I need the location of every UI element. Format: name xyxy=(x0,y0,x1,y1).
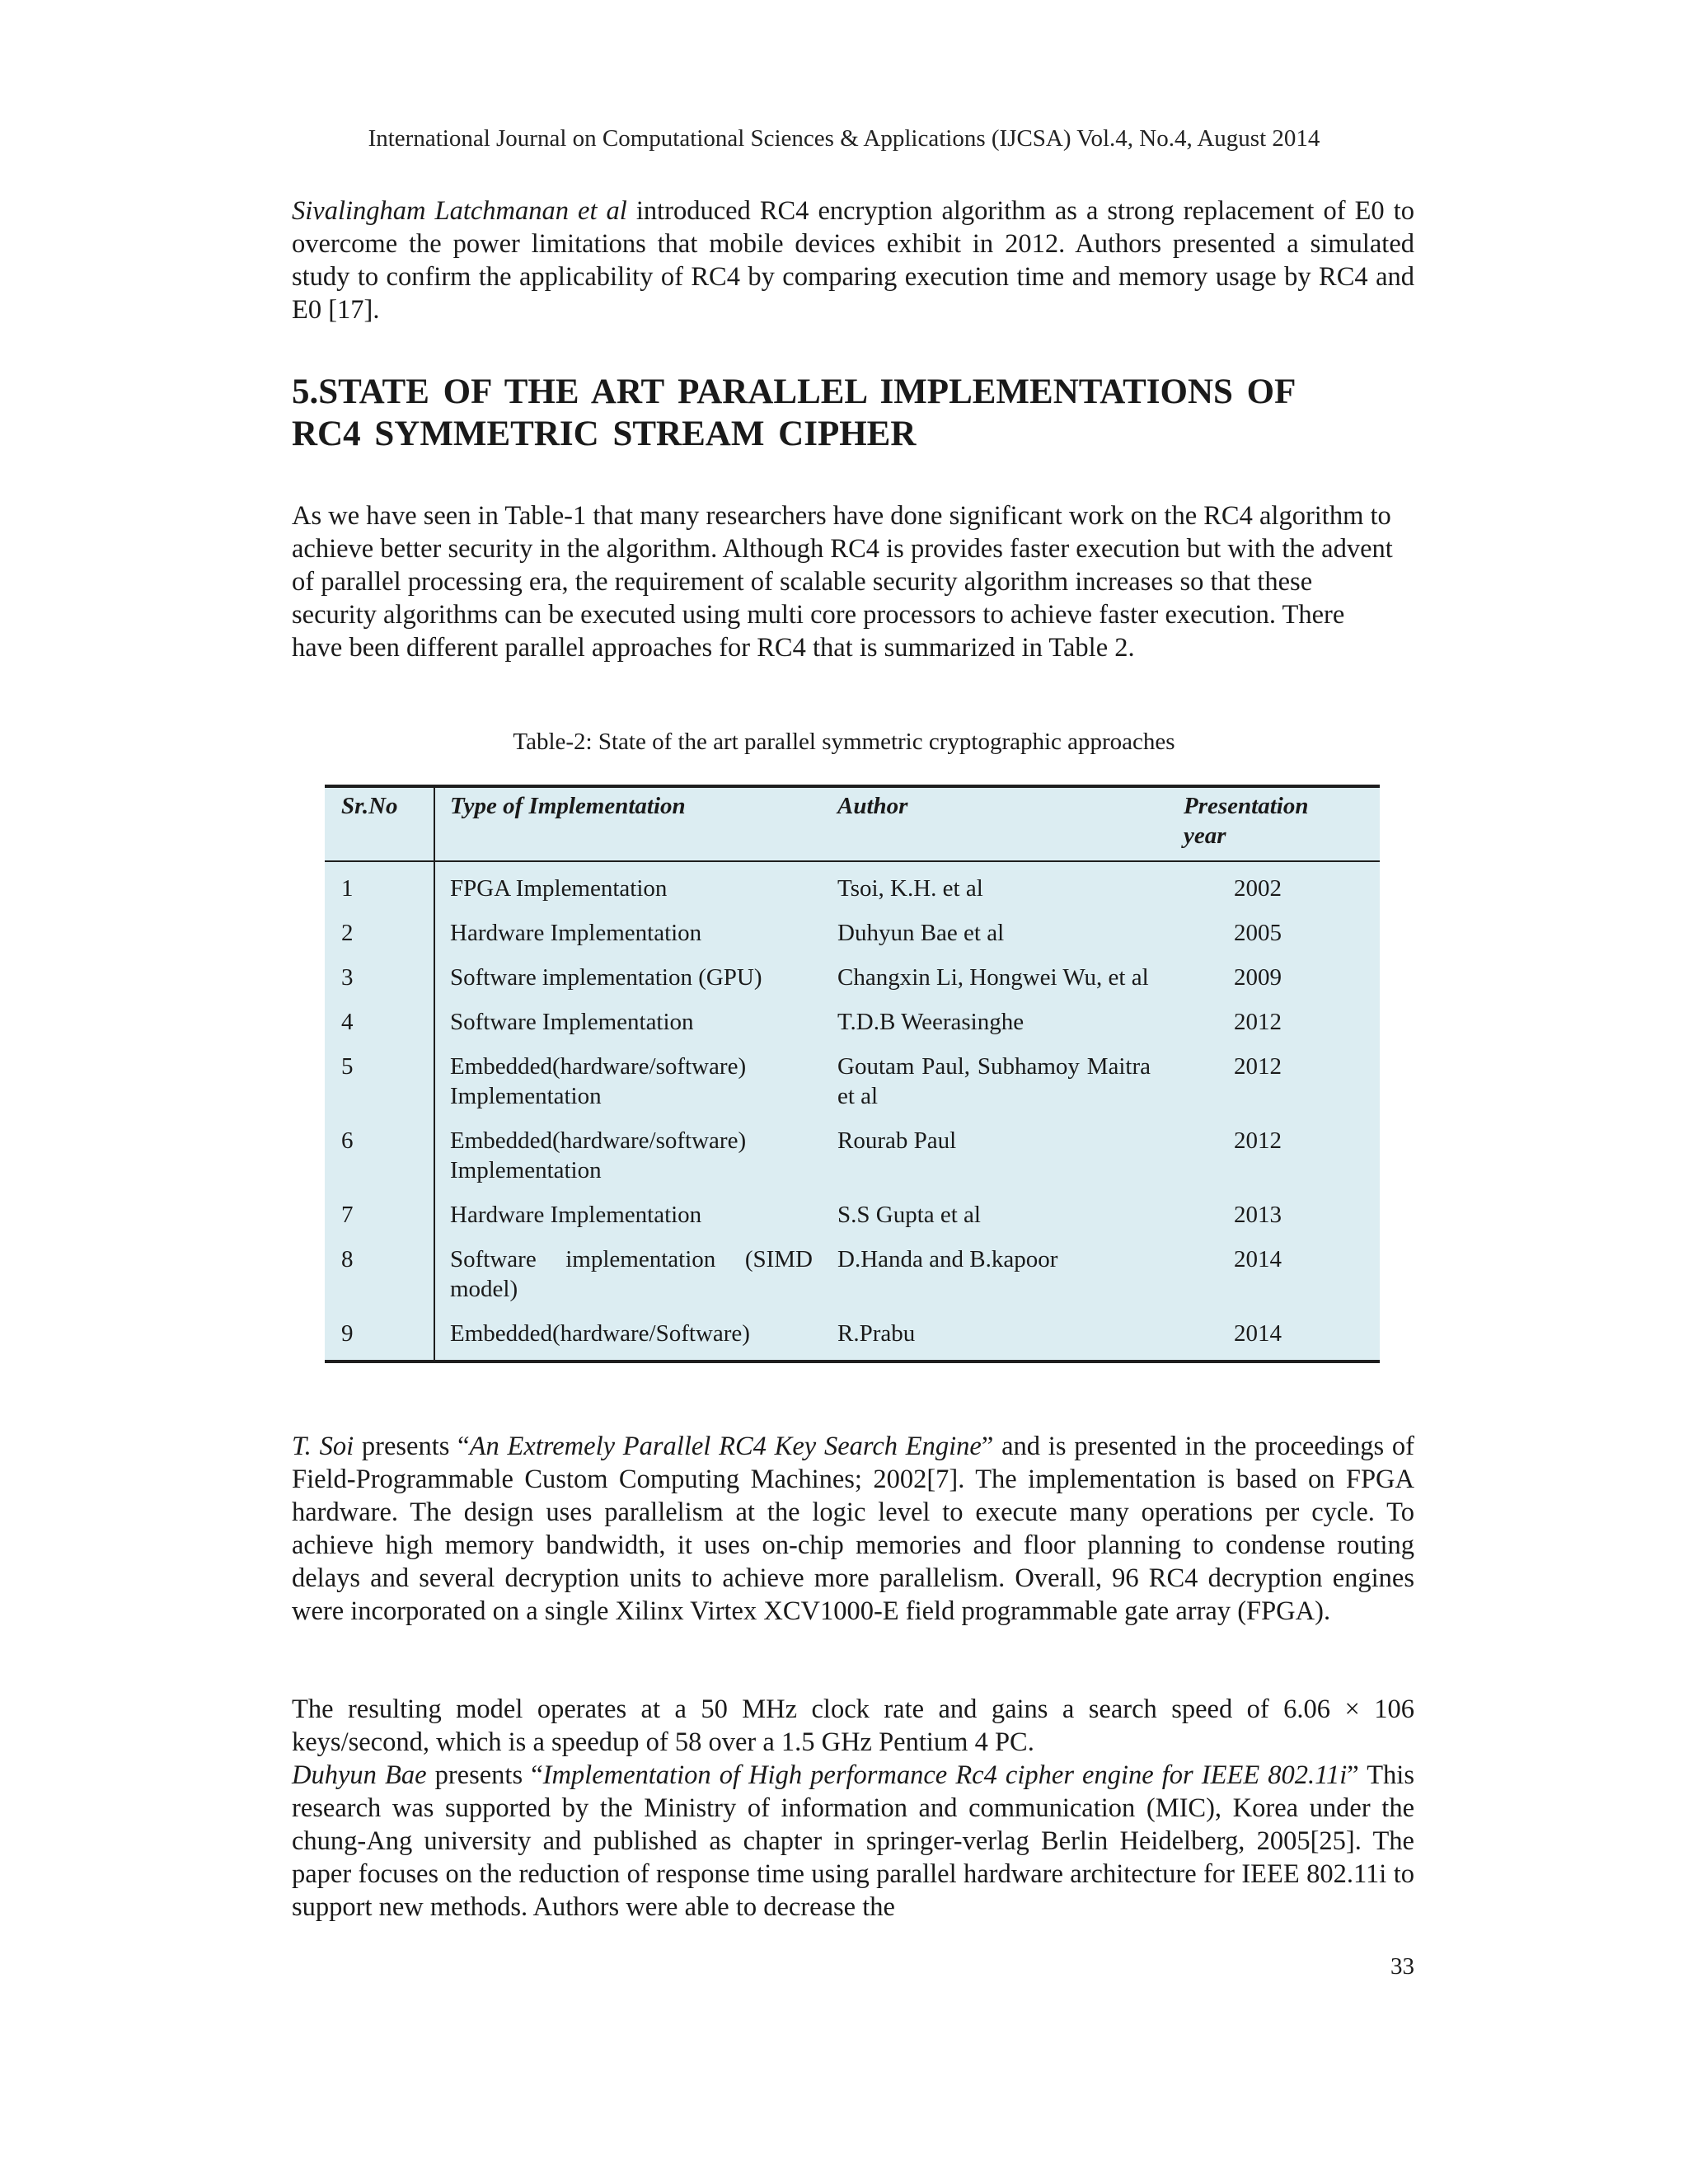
soi-paper-title: An Extremely Parallel RC4 Key Search Engine xyxy=(469,1432,982,1461)
cell-type: Embedded(hardware/software) Implementation xyxy=(450,1053,747,1109)
cell-author: Duhyun Bae et al xyxy=(837,920,1005,946)
header-author: Author xyxy=(823,786,1160,861)
table-row xyxy=(325,1007,1380,1052)
page-number: 33 xyxy=(1390,1953,1414,1980)
result-text: The resulting model operates at a 50 MHz clock rate and gains a search speed of 6.06 × 106 keys/second, which is a speedup of 58 over a 1.5 GHz Pentium 4 PC. xyxy=(292,1694,1414,1757)
result-paragraph xyxy=(292,1693,1414,1924)
table-row xyxy=(325,1126,1380,1200)
bae-text-2: ” This research was supported by the Ministry of information and communication (MIC), Korea under the chung-Ang university and published as chapter in springer-verlag Berlin Heidelberg, 2005[25]. The paper focuses on the reduction of response time using parallel hardware architecture for IEEE 802.11i to support new methods. Authors were able to decrease the xyxy=(292,1760,1414,1922)
table-row xyxy=(325,963,1380,1007)
cell-sr-no: 7 xyxy=(325,1200,434,1244)
cell-author: R.Prabu xyxy=(837,1320,916,1347)
table-row xyxy=(325,1052,1380,1126)
cell-year: 2005 xyxy=(1234,920,1282,946)
section-title xyxy=(292,371,1414,455)
soi-paragraph xyxy=(292,1430,1414,1628)
cell-type: Hardware Implementation xyxy=(450,1202,702,1228)
intro-author: Sivalingham Latchmanan et al xyxy=(292,196,627,226)
section-title-line-1: 5.STATE OF THE ART PARALLEL IMPLEMENTATIONS OF xyxy=(292,373,1296,411)
cell-sr-no: 3 xyxy=(325,963,434,1007)
cell-sr-no: 6 xyxy=(325,1126,434,1200)
intro-text: introduced RC4 encryption algorithm as a strong replacement of E0 to overcome the power limitations that mobile devices exhibit in 2012. Authors presented a simulated study to confirm the applicability of RC4 by comparing execution time and memory usage by RC4 and E0 [17]. xyxy=(292,196,1414,325)
cell-author: T.D.B Weerasinghe xyxy=(837,1009,1025,1035)
table-header-row xyxy=(325,786,1380,861)
header-type: Type of Implementation xyxy=(434,786,823,861)
cell-year: 2012 xyxy=(1234,1053,1282,1080)
cell-type: Software Implementation xyxy=(450,1009,694,1035)
cell-year: 2002 xyxy=(1234,875,1282,902)
cell-author: Goutam Paul, Subhamoy Maitra et al xyxy=(837,1053,1151,1109)
cell-author: Tsoi, K.H. et al xyxy=(837,875,983,902)
cell-author: D.Handa and B.kapoor xyxy=(837,1246,1058,1272)
soi-text-2: ” and is presented in the proceedings of Field-Programmable Custom Computing Machines; 2002[7]. The implementation is based on FPGA hardware. The design uses parallelism at the logic level to execute many operations per cycle. To achieve high memory bandwidth, it uses on-chip memories and floor planning to condense routing delays and several decryption units to achieve more parallelism. Overall, 96 RC4 decryption engines were incorporated on a single Xilinx Virtex XCV1000-E field programmable gate array (FPGA). xyxy=(292,1432,1414,1626)
table-row xyxy=(325,861,1380,918)
cell-author: Changxin Li, Hongwei Wu, et al xyxy=(837,964,1149,991)
table-row xyxy=(325,918,1380,963)
cell-year: 2013 xyxy=(1234,1202,1282,1228)
cell-type: Software implementation (SIMD model) xyxy=(450,1246,813,1302)
cell-type: Hardware Implementation xyxy=(450,920,702,946)
soi-author: T. Soi xyxy=(292,1432,354,1461)
header-year: Presentation year xyxy=(1160,786,1380,861)
bae-text-1: presents “ xyxy=(426,1760,543,1790)
cell-year: 2014 xyxy=(1234,1320,1282,1347)
table-row xyxy=(325,1244,1380,1319)
header-sr-no: Sr.No xyxy=(325,786,434,861)
cell-year: 2012 xyxy=(1234,1127,1282,1154)
cell-author: Rourab Paul xyxy=(837,1127,957,1154)
cell-type: FPGA Implementation xyxy=(450,875,668,902)
table-row xyxy=(325,1319,1380,1361)
cell-sr-no: 1 xyxy=(325,861,434,918)
cell-type: Embedded(hardware/Software) xyxy=(450,1320,750,1347)
cell-year: 2014 xyxy=(1234,1246,1282,1272)
soi-text-1: presents “ xyxy=(354,1432,470,1461)
table-caption: Table-2: State of the art parallel symmetric cryptographic approaches xyxy=(513,729,1175,755)
cell-year: 2012 xyxy=(1234,1009,1282,1035)
bae-paper-title: Implementation of High performance Rc4 cipher engine for IEEE 802.11i xyxy=(542,1760,1348,1790)
table-row xyxy=(325,1200,1380,1244)
cell-sr-no: 8 xyxy=(325,1244,434,1319)
cell-sr-no: 2 xyxy=(325,918,434,963)
section-title-line-2: RC4 SYMMETRIC STREAM CIPHER xyxy=(292,415,917,453)
cell-sr-no: 4 xyxy=(325,1007,434,1052)
cell-type: Embedded(hardware/software) Implementation xyxy=(450,1127,747,1183)
cell-type: Software implementation (GPU) xyxy=(450,964,762,991)
implementations-table xyxy=(325,785,1380,1363)
table xyxy=(325,785,1380,1363)
cell-sr-no: 5 xyxy=(325,1052,434,1126)
bae-author: Duhyun Bae xyxy=(292,1760,427,1790)
cell-sr-no: 9 xyxy=(325,1319,434,1361)
cell-year: 2009 xyxy=(1234,964,1282,991)
running-header: International Journal on Computational Sciences & Applications (IJCSA) Vol.4, No.4, August 2014 xyxy=(368,125,1320,152)
section-paragraph: As we have seen in Table-1 that many researchers have done significant work on the RC4 algorithm to achieve better security in the algorithm. Although RC4 is provides faster execution but with the advent of parallel processing era, the requirement of scalable security algorithm increases so that these security algorithms can be executed using multi core processors to achieve faster execution. There have been different parallel approaches for RC4 that is summarized in Table 2. xyxy=(292,501,1393,663)
cell-author: S.S Gupta et al xyxy=(837,1202,981,1228)
intro-paragraph xyxy=(292,194,1414,326)
